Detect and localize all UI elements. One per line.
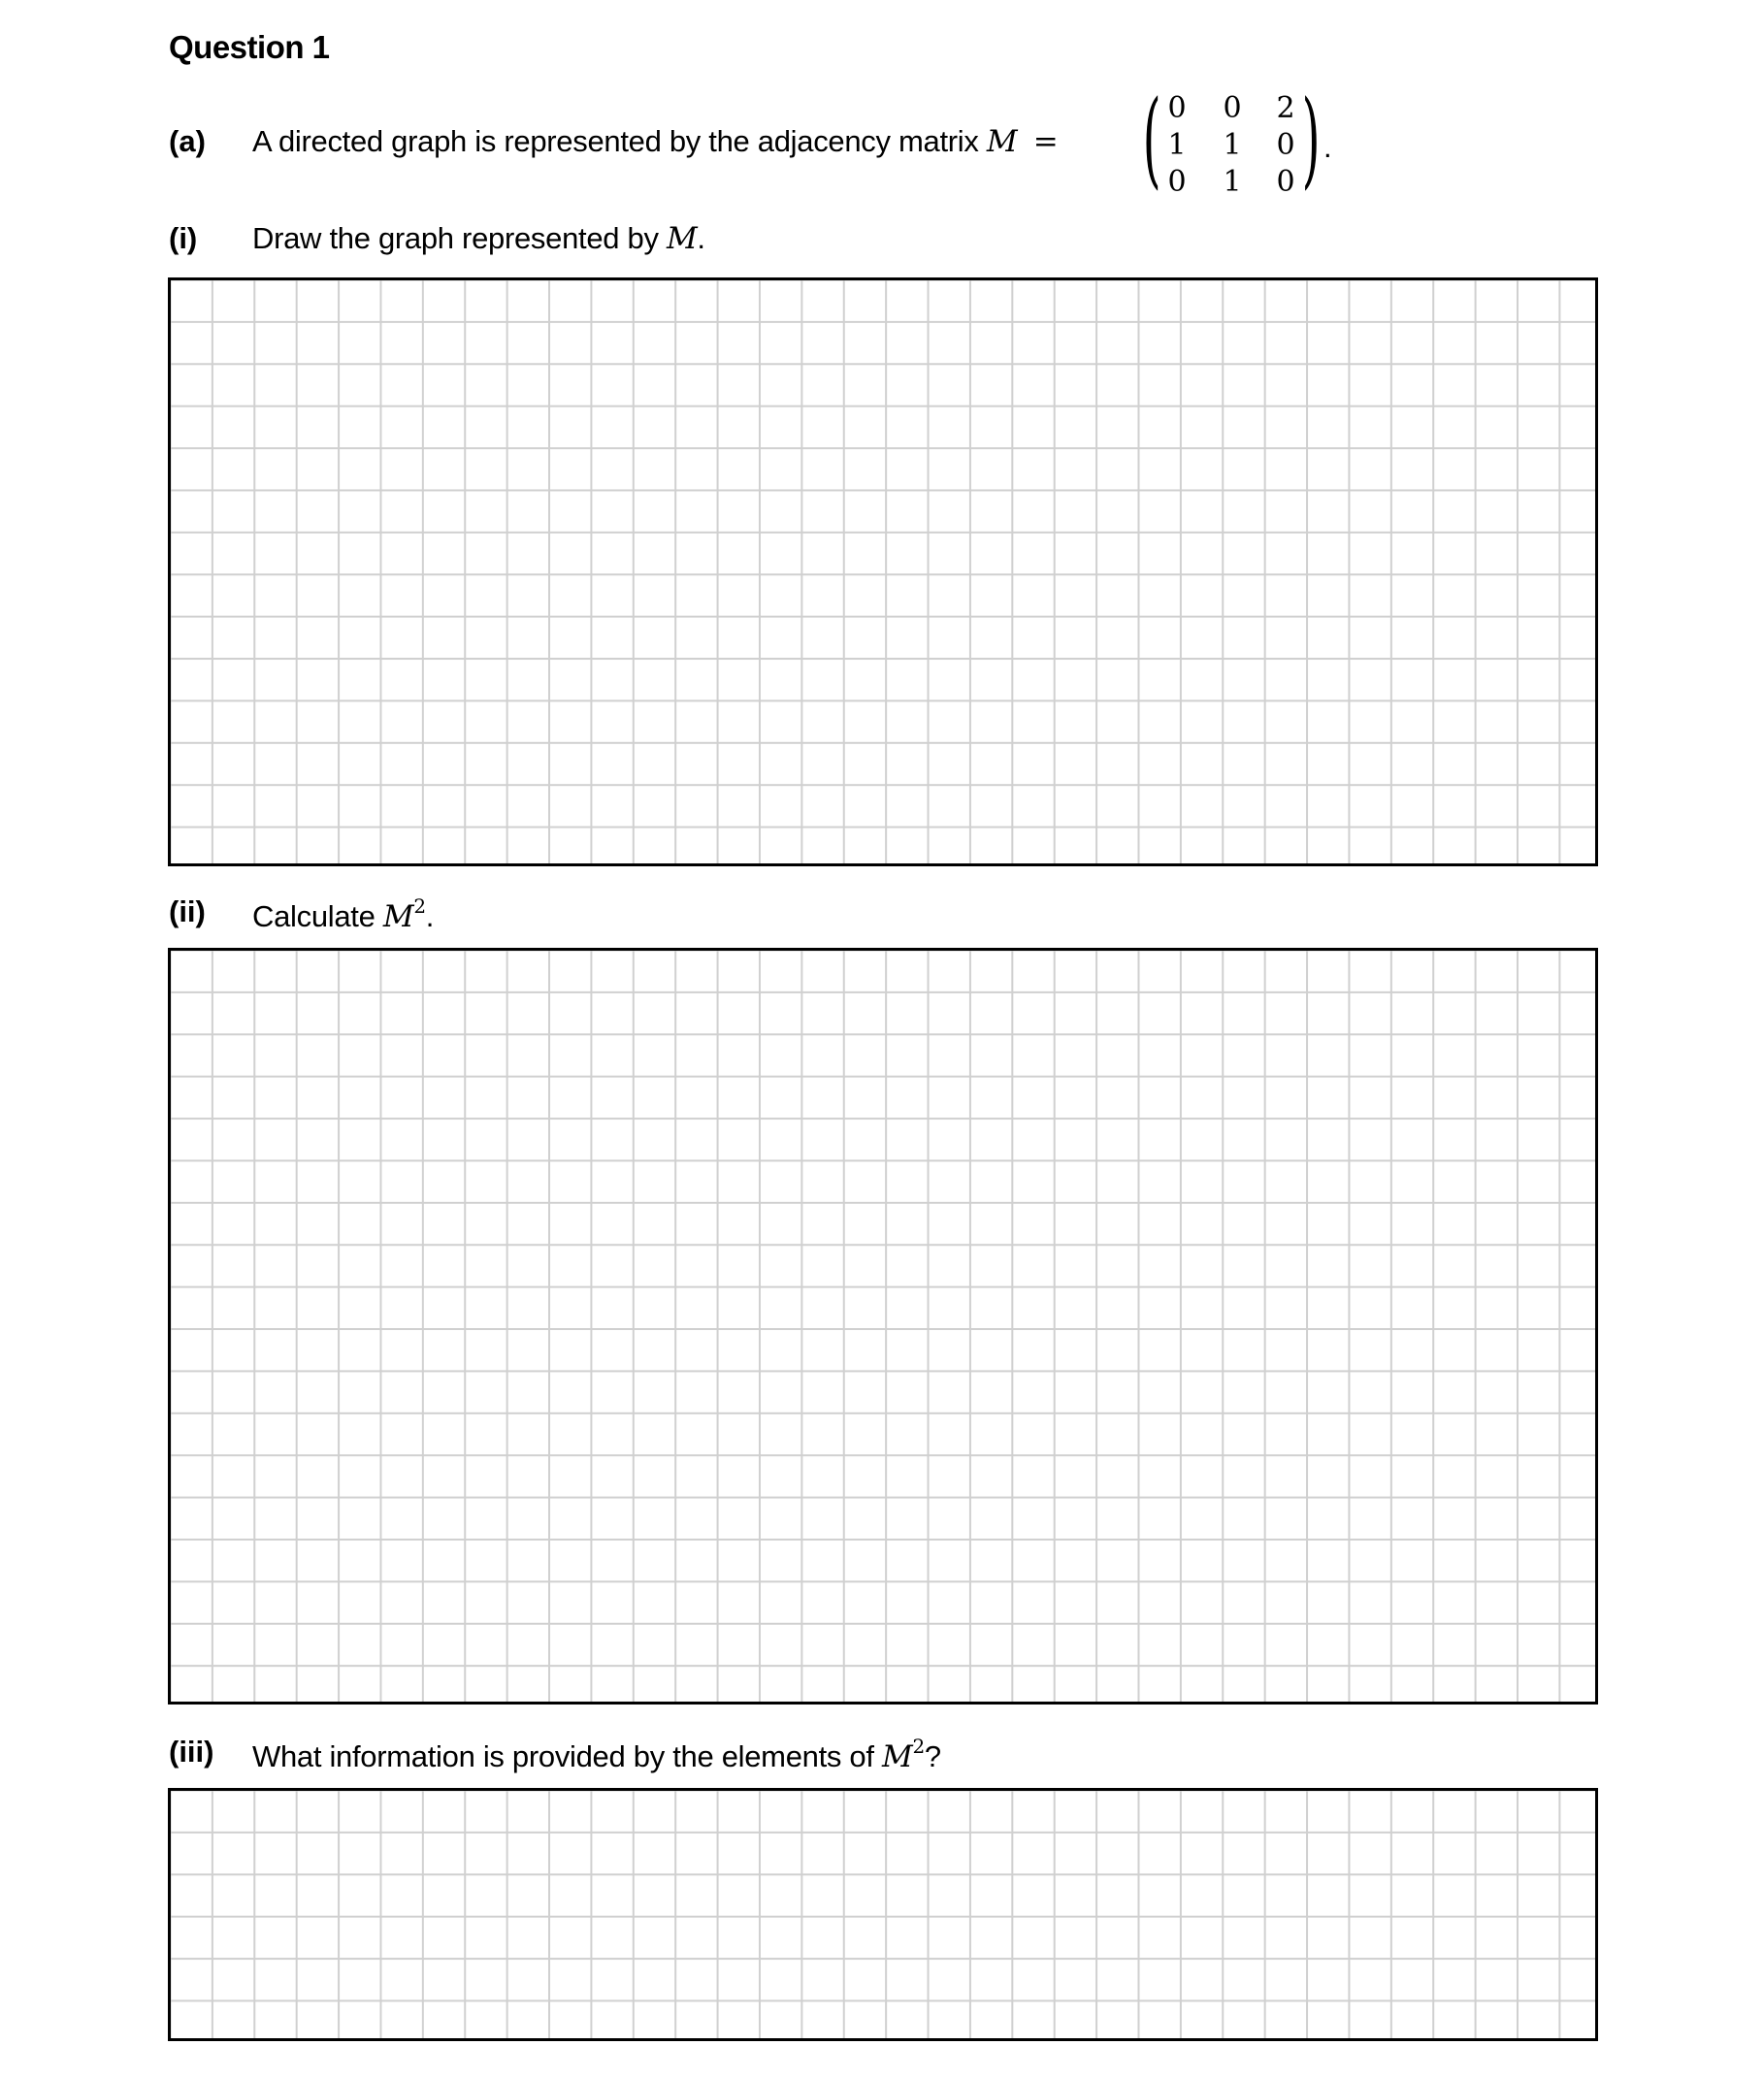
part-ii-statement: Calculate [252, 899, 383, 933]
matrix-cell: 0 [1167, 165, 1187, 199]
left-paren: ( [1142, 79, 1161, 200]
part-a-text [252, 124, 1058, 159]
matrix-cell: 2 [1276, 91, 1295, 125]
part-a-label: (a) [169, 124, 206, 158]
matrix-symbol: M [986, 124, 1018, 159]
part-i-label: (i) [169, 221, 198, 255]
equals-sign: = [1032, 124, 1059, 159]
part-ii-label: (ii) [169, 894, 206, 928]
matrix-symbol: M [881, 1739, 913, 1774]
adjacency-matrix [1142, 79, 1332, 200]
part-iii-statement: What information is provided by the elements of [252, 1739, 882, 1773]
answer-box-iii[interactable] [168, 1788, 1598, 2041]
matrix-cell: 0 [1223, 91, 1242, 125]
matrix-period: . [1323, 130, 1332, 164]
part-a-statement: A directed graph is represented by the adjacency matrix [252, 124, 979, 158]
answer-box-ii[interactable] [168, 948, 1598, 1705]
part-i-text [252, 221, 705, 256]
part-i-statement: Draw the graph represented by [252, 221, 667, 255]
question-title: Question 1 [169, 29, 330, 65]
matrix-cell: 1 [1223, 128, 1242, 162]
matrix-symbol: M [382, 899, 414, 934]
punctuation: ? [924, 1739, 941, 1773]
punctuation: . [425, 899, 435, 933]
exponent: 2 [413, 894, 426, 918]
part-iii-text [252, 1735, 941, 1774]
matrix-cell: 1 [1167, 128, 1187, 162]
exponent: 2 [912, 1735, 925, 1758]
answer-box-i[interactable] [168, 277, 1598, 866]
part-iii-label: (iii) [169, 1735, 214, 1769]
matrix-cell: 0 [1276, 128, 1295, 162]
matrix-cell: 0 [1276, 165, 1295, 199]
part-ii-text [252, 894, 434, 934]
right-paren: ) [1301, 79, 1321, 200]
matrix-symbol: M [666, 221, 698, 256]
matrix-cell: 0 [1167, 91, 1187, 125]
matrix-cell: 1 [1223, 165, 1242, 199]
punctuation: . [697, 221, 705, 255]
